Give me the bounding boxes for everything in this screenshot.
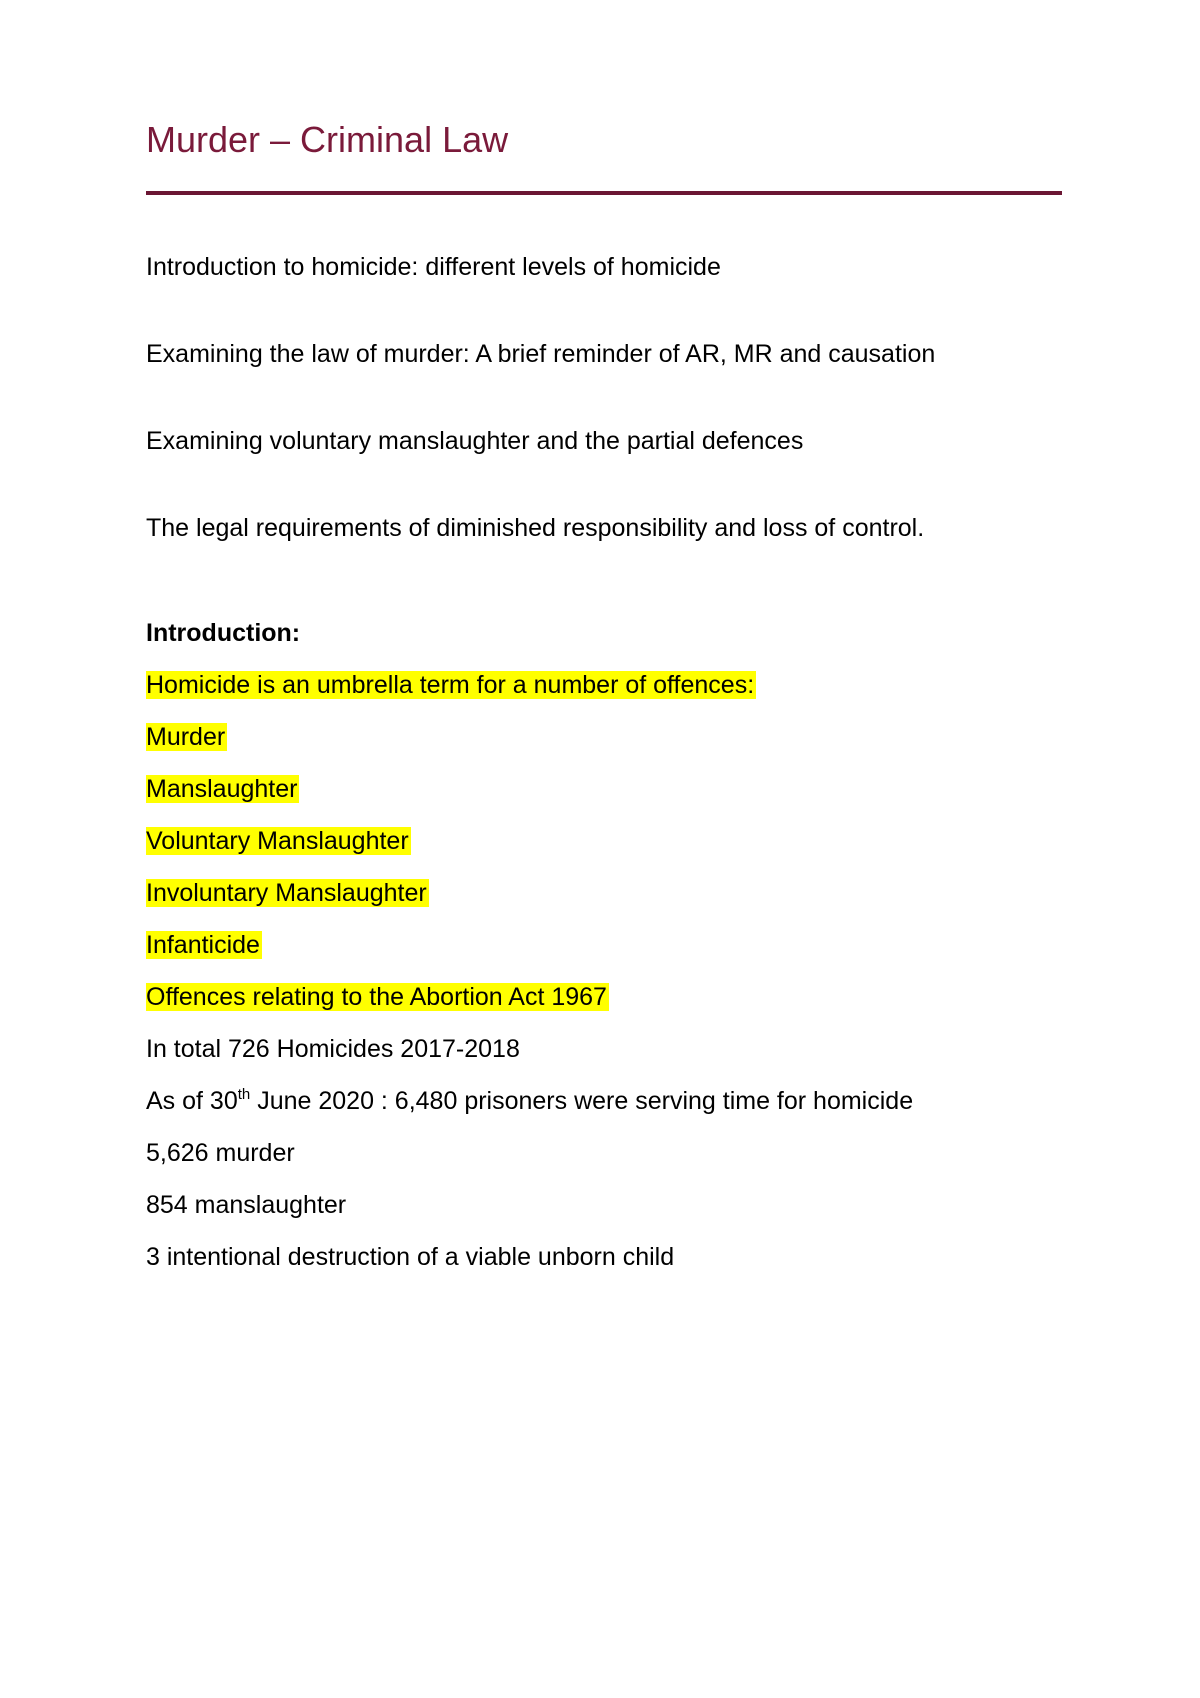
highlight-text: Infanticide [146,931,260,959]
highlighted-line-infanticide [146,928,262,962]
introduction-heading: Introduction: [146,619,301,647]
highlight-text: Offences relating to the Abortion Act 1967 [146,983,607,1011]
highlighted-line-abortion-act [146,980,609,1014]
stat-as-of-suffix: June 2020 : 6,480 prisoners were serving time for homicide [250,1087,914,1115]
stat-as-of-superscript: th [237,1086,251,1103]
objective-3: Examining voluntary manslaughter and the partial defences [146,427,804,455]
highlighted-line-involuntary [146,876,429,910]
highlighted-line-manslaughter [146,772,299,806]
stat-as-of-prefix: As of 30 [146,1087,238,1115]
page-title: Murder – Criminal Law [146,119,509,160]
objective-1: Introduction to homicide: different levels of homicide [146,253,721,281]
highlighted-line-intro [146,668,756,702]
highlight-text: Involuntary Manslaughter [146,879,427,907]
highlight-text: Murder [146,723,226,751]
objective-2: Examining the law of murder: A brief reminder of AR, MR and causation [146,340,936,368]
highlight-text: Homicide is an umbrella term for a number of offences: [146,671,755,699]
stat-unborn: 3 intentional destruction of a viable unborn child [146,1243,675,1271]
objective-4: The legal requirements of diminished responsibility and loss of control. [146,514,925,542]
stat-murder: 5,626 murder [146,1139,295,1167]
highlight-text: Voluntary Manslaughter [146,827,409,855]
highlighted-line-voluntary [146,824,411,858]
stat-total: In total 726 Homicides 2017-2018 [146,1035,520,1063]
stat-as-of [146,1084,913,1118]
title-divider [146,191,1062,195]
stat-manslaughter: 854 manslaughter [146,1191,347,1219]
highlight-text: Manslaughter [146,775,298,803]
highlighted-line-murder [146,720,227,754]
